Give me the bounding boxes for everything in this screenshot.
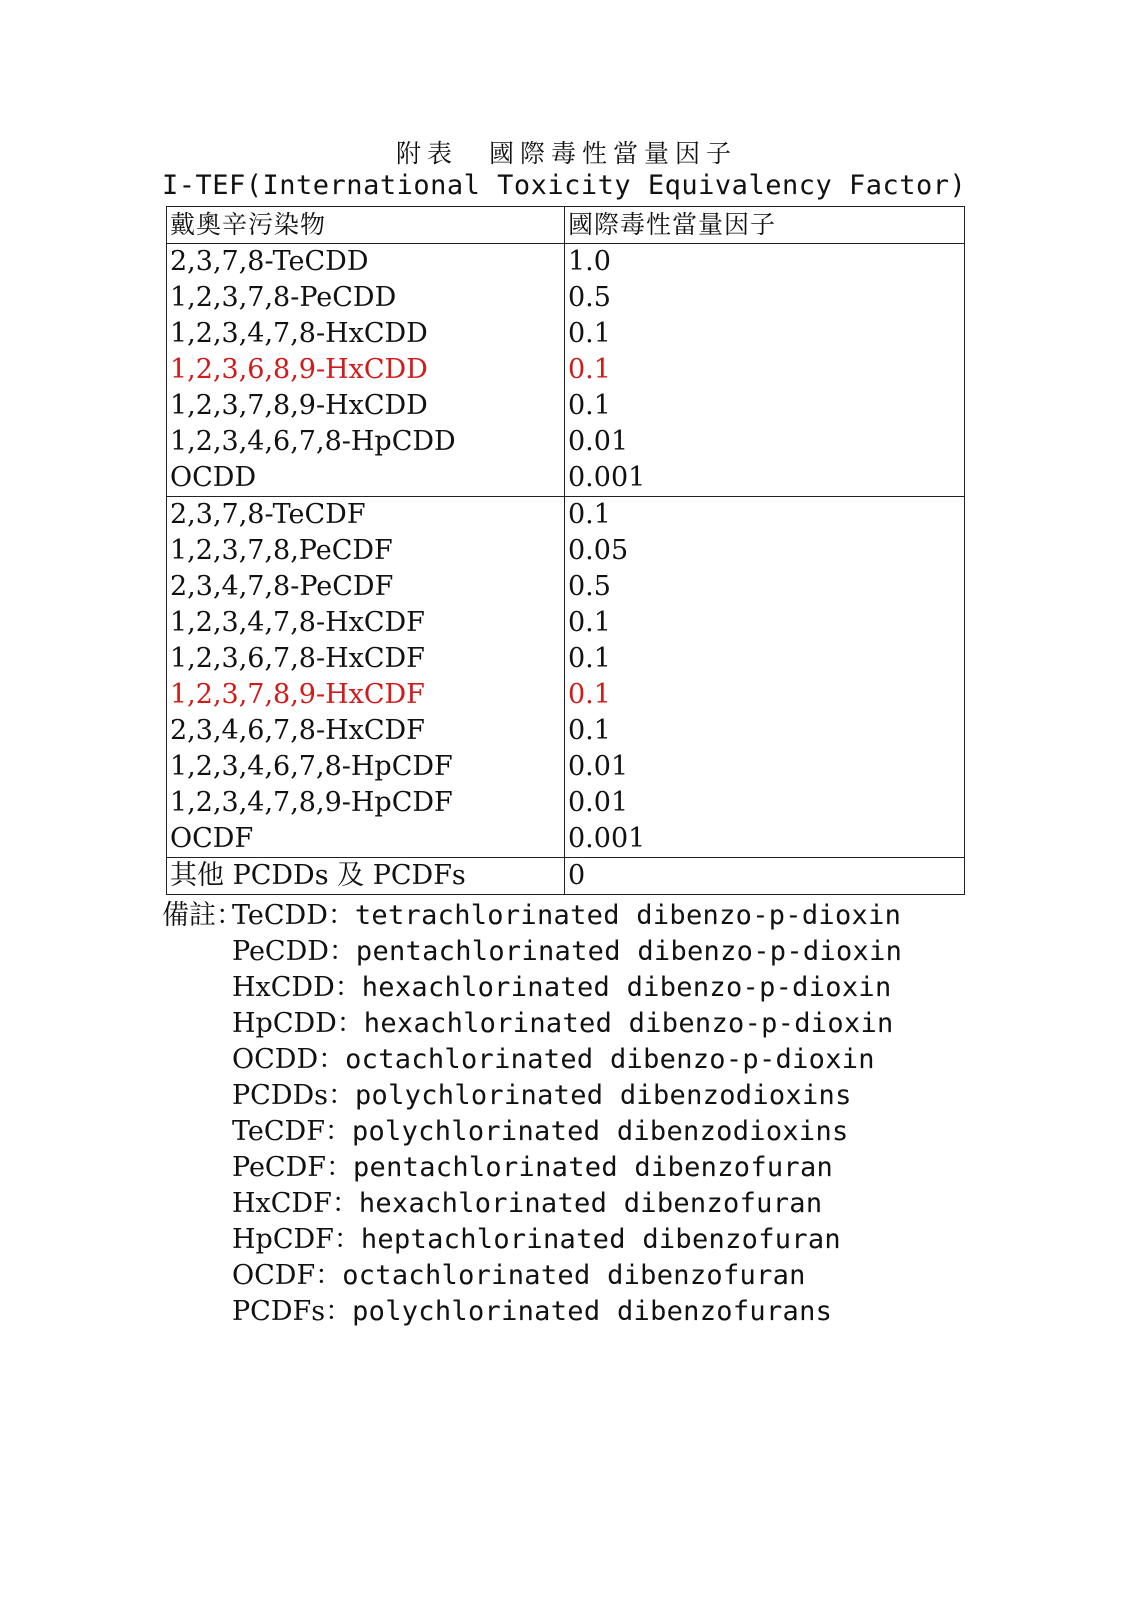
tef-cell: 0.1	[565, 713, 965, 749]
note-term: OCDD：	[232, 1044, 346, 1075]
note-definition: polychlorinated dibenzodioxins	[354, 1080, 852, 1111]
note-term: PCDDs：	[232, 1080, 355, 1111]
tef-cell: 0.01	[565, 424, 965, 460]
table-row	[167, 605, 965, 641]
pollutant-cell: OCDD	[167, 460, 565, 497]
pollutant-cell: 1,2,3,6,7,8-HxCDF	[167, 641, 565, 677]
note-indent	[162, 970, 232, 1006]
tef-cell: 0.001	[565, 460, 965, 497]
note-definition: octachlorinated dibenzofuran	[342, 1260, 806, 1291]
table-row	[167, 424, 965, 460]
tef-cell: 0.1	[565, 641, 965, 677]
header-tef: 國際毒性當量因子	[565, 207, 965, 244]
pollutant-cell: 1,2,3,7,8,9-HxCDD	[167, 388, 565, 424]
page-title-chinese: 附表 國際毒性當量因子	[395, 139, 737, 168]
table-row	[167, 460, 965, 497]
header-pollutant: 戴奧辛污染物	[167, 207, 565, 244]
pollutant-cell: 1,2,3,4,7,8-HxCDD	[167, 316, 565, 352]
note-indent	[162, 1294, 232, 1330]
note-term: TeCDF：	[232, 1116, 352, 1147]
note-term: PCDFs：	[232, 1296, 353, 1327]
note-definition: hexachlorinated dibenzo-p-dioxin	[363, 1008, 894, 1039]
tef-cell: 0.01	[565, 785, 965, 821]
tef-cell: 0.1	[565, 605, 965, 641]
tef-cell: 0.1	[565, 388, 965, 424]
tef-cell: 1.0	[565, 244, 965, 281]
tef-cell: 0.5	[565, 569, 965, 605]
notes-label: 備註：	[162, 900, 243, 931]
pollutant-cell: 1,2,3,4,7,8,9-HpCDF	[167, 785, 565, 821]
note-term: PeCDD：	[232, 936, 356, 967]
table-row	[167, 533, 965, 569]
table-row	[167, 244, 965, 281]
pollutant-cell: OCDF	[167, 821, 565, 858]
table-row	[167, 280, 965, 316]
note-item	[162, 898, 902, 934]
note-indent	[162, 1078, 232, 1114]
pollutant-cell: 其他 PCDDs 及 PCDFs	[167, 858, 565, 895]
table-row	[167, 316, 965, 352]
note-definition: pentachlorinated dibenzo-p-dioxin	[355, 936, 903, 967]
note-indent	[162, 1042, 232, 1078]
table-row	[167, 569, 965, 605]
note-term: TeCDD：	[232, 900, 355, 931]
pollutant-cell: 2,3,4,7,8-PeCDF	[167, 569, 565, 605]
pollutant-cell: 1,2,3,4,6,7,8-HpCDF	[167, 749, 565, 785]
table-header-row	[167, 207, 965, 244]
pollutant-cell: 1,2,3,4,6,7,8-HpCDD	[167, 424, 565, 460]
note-item	[162, 1294, 902, 1330]
note-term: HpCDD：	[232, 1008, 364, 1039]
pollutant-cell: 1,2,3,7,8,9-HxCDF	[167, 677, 565, 713]
tef-cell: 0.001	[565, 821, 965, 858]
table-row	[167, 858, 965, 895]
note-item	[162, 1114, 902, 1150]
note-item	[162, 1150, 902, 1186]
note-indent	[162, 1006, 232, 1042]
pollutant-cell: 1,2,3,7,8,PeCDF	[167, 533, 565, 569]
pollutant-cell: 2,3,7,8-TeCDD	[167, 244, 565, 281]
note-term: HpCDF：	[232, 1224, 361, 1255]
tef-cell: 0.1	[565, 316, 965, 352]
note-item	[162, 1222, 902, 1258]
pollutant-cell: 2,3,7,8-TeCDF	[167, 497, 565, 534]
pollutant-cell: 2,3,4,6,7,8-HxCDF	[167, 713, 565, 749]
note-definition: pentachlorinated dibenzofuran	[352, 1152, 834, 1183]
tef-cell: 0.1	[565, 352, 965, 388]
table-row	[167, 785, 965, 821]
note-indent	[162, 934, 232, 970]
note-indent	[162, 1150, 232, 1186]
note-definition: octachlorinated dibenzo-p-dioxin	[345, 1044, 875, 1075]
note-item	[162, 1186, 902, 1222]
pollutant-cell: 1,2,3,4,7,8-HxCDF	[167, 605, 565, 641]
note-term: HxCDF：	[232, 1188, 359, 1219]
note-item	[162, 970, 902, 1006]
table-row	[167, 677, 965, 713]
note-definition: hexachlorinated dibenzofuran	[358, 1188, 823, 1219]
note-definition: tetrachlorinated dibenzo-p-dioxin	[354, 900, 902, 931]
table-row	[167, 641, 965, 677]
note-item	[162, 1258, 902, 1294]
pollutant-cell: 1,2,3,7,8-PeCDD	[167, 280, 565, 316]
tef-cell: 0.1	[565, 497, 965, 534]
note-definition: hexachlorinated dibenzo-p-dioxin	[361, 972, 892, 1003]
note-term: HxCDD：	[232, 972, 362, 1003]
pollutant-cell: 1,2,3,6,8,9-HxCDD	[167, 352, 565, 388]
note-item	[162, 1078, 902, 1114]
table-row	[167, 749, 965, 785]
note-item	[162, 1042, 902, 1078]
note-indent	[162, 1258, 232, 1294]
table-row	[167, 497, 965, 534]
notes-section	[162, 898, 902, 1330]
table-row	[167, 713, 965, 749]
note-indent	[162, 1114, 232, 1150]
tef-cell: 0.01	[565, 749, 965, 785]
page-title-english: I-TEF(International Toxicity Equivalency Factor)	[162, 170, 967, 201]
tef-table-body	[167, 207, 965, 895]
note-item	[162, 1006, 902, 1042]
note-indent	[162, 1186, 232, 1222]
note-definition: polychlorinated dibenzofurans	[352, 1296, 833, 1327]
tef-cell: 0.1	[565, 677, 965, 713]
tef-cell: 0.5	[565, 280, 965, 316]
table-row	[167, 388, 965, 424]
note-indent	[162, 1222, 232, 1258]
table-row	[167, 821, 965, 858]
note-term: OCDF：	[232, 1260, 343, 1291]
tef-table	[166, 206, 965, 895]
note-definition: polychlorinated dibenzodioxins	[351, 1116, 849, 1147]
note-term: PeCDF：	[232, 1152, 353, 1183]
tef-cell: 0.05	[565, 533, 965, 569]
note-definition: heptachlorinated dibenzofuran	[360, 1224, 841, 1255]
note-item	[162, 934, 902, 970]
tef-cell: 0	[565, 858, 965, 895]
table-row	[167, 352, 965, 388]
